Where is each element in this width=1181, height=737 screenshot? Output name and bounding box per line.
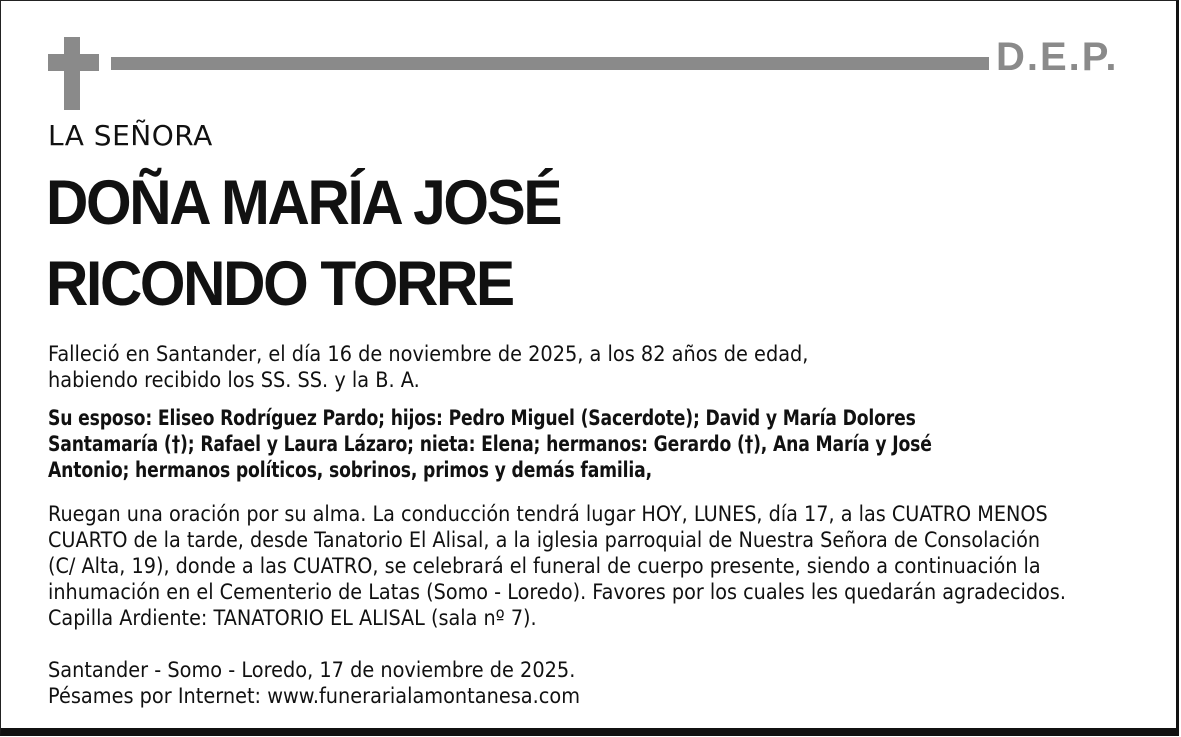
- date-line: Santander - Somo - Loredo, 17 de noviembre de 2025.: [48, 658, 576, 682]
- deceased-name-line-2: RICONDO TORRE: [46, 249, 513, 319]
- text-line: Falleció en Santander, el día 16 de noviembre de 2025, a los 82 años de edad,: [48, 342, 809, 366]
- deceased-name-line-1: DOÑA MARÍA JOSÉ: [46, 168, 561, 238]
- cross-icon: [64, 37, 80, 110]
- dep-label: D.E.P.: [996, 35, 1119, 79]
- text-line: Ruegan una oración por su alma. La conducción tendrá lugar HOY, LUNES, día 17, a las CUATRO MENOS: [48, 502, 1048, 526]
- title-prefix: LA SEÑORA: [48, 119, 213, 152]
- footer-paragraph: [48, 657, 580, 709]
- text-line: (C/ Alta, 19), donde a las CUATRO, se celebrará el funeral de cuerpo presente, siendo a continuación la: [48, 554, 1041, 578]
- text-line: Antonio; hermanos políticos, sobrinos, primos y demás familia,: [48, 458, 652, 482]
- text-line: habiendo recibido los SS. SS. y la B. A.: [48, 368, 420, 392]
- text-line: Capilla Ardiente: TANATORIO EL ALISAL (sala nº 7).: [48, 606, 537, 630]
- text-line: Su esposo: Eliseo Rodríguez Pardo; hijos: Pedro Miguel (Sacerdote); David y María Dolores: [48, 406, 916, 430]
- text-line: Santamaría (†); Rafael y Laura Lázaro; nieta: Elena; hermanos: Gerardo (†), Ana María y José: [48, 432, 932, 456]
- cross-icon-bar: [48, 54, 99, 71]
- service-paragraph: [48, 501, 1066, 631]
- text-line: inhumación en el Cementerio de Latas (Somo - Loredo). Favores por los cuales les quedarán agradecidos.: [48, 580, 1066, 604]
- death-paragraph: [48, 341, 808, 393]
- family-paragraph: [48, 405, 932, 483]
- website-line: Pésames por Internet: www.funerarialamontanesa.com: [48, 684, 581, 708]
- header-rule: [111, 57, 989, 70]
- text-line: CUARTO de la tarde, desde Tanatorio El Alisal, a la iglesia parroquial de Nuestra Señora de Consolación: [48, 528, 1041, 552]
